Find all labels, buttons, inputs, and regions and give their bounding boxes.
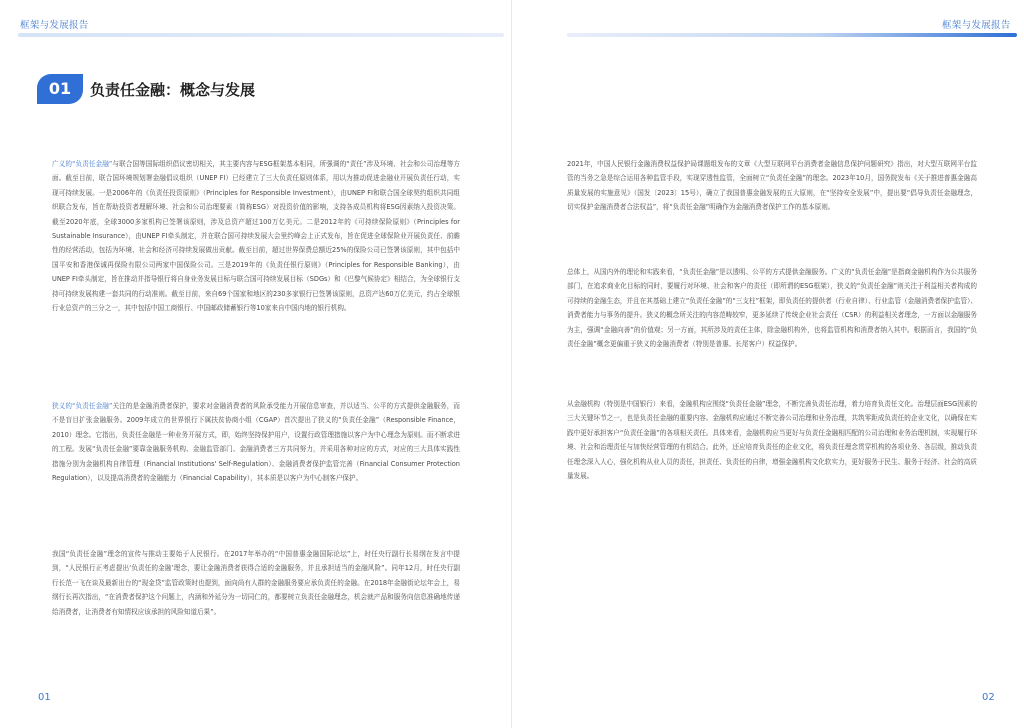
paragraph-summary: 总体上，从国内外的理论和实践来看，“负责任金融”是以透明、公平的方式提供金融服务。广义的“负责任金融”是指商金融机构作为公共服务部门，在追求商业化目标的同时，要履行对环境、社会和客户的责任（即所谓的ESG框架），狭义的“负责任金融”则关注于利益相关者构成的可持续的金融生态，并且在其基础上建立“负责任金融”的“三支柱”框架，即负责任的提供者（行业自律）、行业监管（金融消费者保护监管）、消费者能力与事务的提升。狭义的概念所关注的内容范畴较窄，更多延续了传统企业社会责任（CSR）的利益相关者理念，一方面以金融服务为主，强调“金融向善”的价值观；另一方面，其所涉及的责任主体，除金融机构外，也将监管机构和消费者纳入其中。根据而言，我国的“负责任金融”概念更偏重于狭义的金融消费者（特别是普惠、长尾客户）权益保护。 [567,268,977,349]
highlight-broad-term: 广义的“负责任金融” [52,160,113,168]
right-page [512,0,1024,728]
paragraph-text: 与联合国等国际组织倡议密切相关，其主要内容与ESG框架基本相同，所强调的“责任”涉及环境、社会和公司治理等方面。截至目前，联合国环境规划署金融倡议组织（UNEP FI）已经建立了三大负责任原则体系，用以为推动促进金融业开展负责任行动，实现可持续发展。一是2006年的《负责任投资原则》（Principles for Responsible Investment），由UNEP FI和联合国全球契约组织共同组织联合发布，旨在帮助投资者理解环境、社会和公司治理要素（简称ESG）对投资价值的影响，支持各成员机构将ESG因素纳入投资决策。截至2020年底，全球3000多家机构已签署该原则，涉及总资产超过100万亿美元。二是2012年的《可持续保险原则》（Principles for Sustainable Insurance），由UNEP FI牵头制定，并在联合国可持续发展大会里约峰会上正式发布，旨在促进全球保险业开展负责任、前瞻性的经营活动，包括为环境、社会和经济可持续发展做出贡献。截至目前，超过世界保费总额近25%的保险公司已签署该原则，其中包括中国平安和香港保诚再保险有限公司两家中国保险公司。三是2019年的《负责任银行原则》（Principles for Responsible Banking），由UNEP FI牵头制定，旨在推动并指导银行将自身业务发展目标与联合国可持续发展目标（SDGs）和《巴黎气候协定》相结合，为全球银行支持可持续发展构建一套共同的行动准则。截至目前，来自69个国家和地区的230多家银行已签署该原则，总资产达60万亿美元，约占全球银行业总资产的三分之一，其中包括中国工商银行、中国邮政储蓄银行等10家来自中国内地的银行机构。 [52,160,460,313]
header-rule-right [567,33,1017,37]
running-header-left: 框架与发展报告 [20,20,89,31]
page-number-right: 02 [982,692,995,703]
paragraph-broad-definition [52,157,460,315]
paragraph-narrow-definition [52,399,460,485]
paragraph-text: 关注的是金融消费者保护，要求对金融消费者的风险承受能力开展信息审查，并以适当、公平的方式提供金融服务，而不是盲目扩张金融服务。2009年成立的世界银行下属扶贫协商小组（CGAP）首次提出了狭义的“负责任金融”（Responsible Finance，2010）理念。它指出，负责任金融是一种业务开展方式，即，始终坚持保护用户，设置行政管理措施以客户为中心理念为原则。而不断求进的工程。发展“负责任金融”要靠金融服务机构、金融监管部门、金融消费者三方共同努力，并采用各种对应的方式，对应的三大具体实践性措施分别为金融机构自律管理（Financial Institutions' Self-Regulation）、金融消费者保护监管完善（Financial Consumer Protection Regulation），以及提高消费者的金融能力（Financial Capability），其本质是以客户为中心制客户保护。 [52,402,460,483]
highlight-narrow-term: 狭义的“负责任金融” [52,402,113,410]
paragraph-policy-2021: 2021年，中国人民银行金融消费权益保护局课题组发布的文章《大型互联网平台消费者金融信息保护问题研究》指出，对大型互联网平台监管的当务之急是综合运用各种监管手段，实现穿透性监管，全面树立“负责任金融”的理念。2023年10月，国务院发布《关于推进普惠金融高质量发展的实施意见》（国发〔2023〕15号），确立了我国普惠金融发展的五大原则，在“坚持安全发展”中，提出要“倡导负责任金融理念，切实保护金融消费者合法权益”，将“负责任金融”明确作为金融消费者保护工作的基本原则。 [567,160,977,212]
paragraph-china-history: 我国“负责任金融”理念的宣传与推动主要始于人民银行。在2017年举办的“中国普惠金融国际论坛”上，时任央行副行长易纲在发言中提到，“人民银行正考虑提出‘负责任的金融’理念，要让金融消费者获得合适的金融服务，并且承担适当的金融风险”。同年12月，时任央行副行长范一飞在谈及最新出台的“现金贷”监管政策时也提到，面向尚有人群的金融服务要应承负责任的金融。在2018年金融街论坛年会上，易纲行长再次指出，“在消费者保护这个问题上，内涵和外延分为一切同仁的，都要树立负责任金融理念，机会就产品和服务向信息准确地传递给消费者，让消费者有知情权应该承担的风险知道后果”。 [52,550,460,616]
chapter-title: 负责任金融：概念与发展 [90,81,256,99]
chapter-number-badge: 01 [37,74,83,104]
header-rule-left [18,33,504,37]
running-header-right: 框架与发展报告 [942,20,1011,31]
page-number-left: 01 [38,692,51,703]
paragraph-institutions: 从金融机构（特别是中国银行）来看，金融机构应围绕“负责任金融”理念，不断完善负责任治理，着力培育负责任文化。治理层面ESG因素的三大关键环节之一，也是负责任金融的重要内容。金融机构应通过不断完善公司治理和业务治理，共筑零距成负责任的企业文化，以确保在实践中更好承担客户“负责任金融”的各项相关责任。具体来看，金融机构应当更好与负责任金融相匹配的公司治理和业务治理机制，实现履行环境、社会和治理责任与加快经营管理的有机结合。此外，还应培育负责任的企业文化，将负责任理念贯穿机构的各项业务、各层级，推动负责任理念深入人心，强化机构从业人员的责任，担责任、负责任的自律，增强金融机构文化软实力，更好服务于民生、服务于经济、社会的高质量发展。 [567,400,977,481]
